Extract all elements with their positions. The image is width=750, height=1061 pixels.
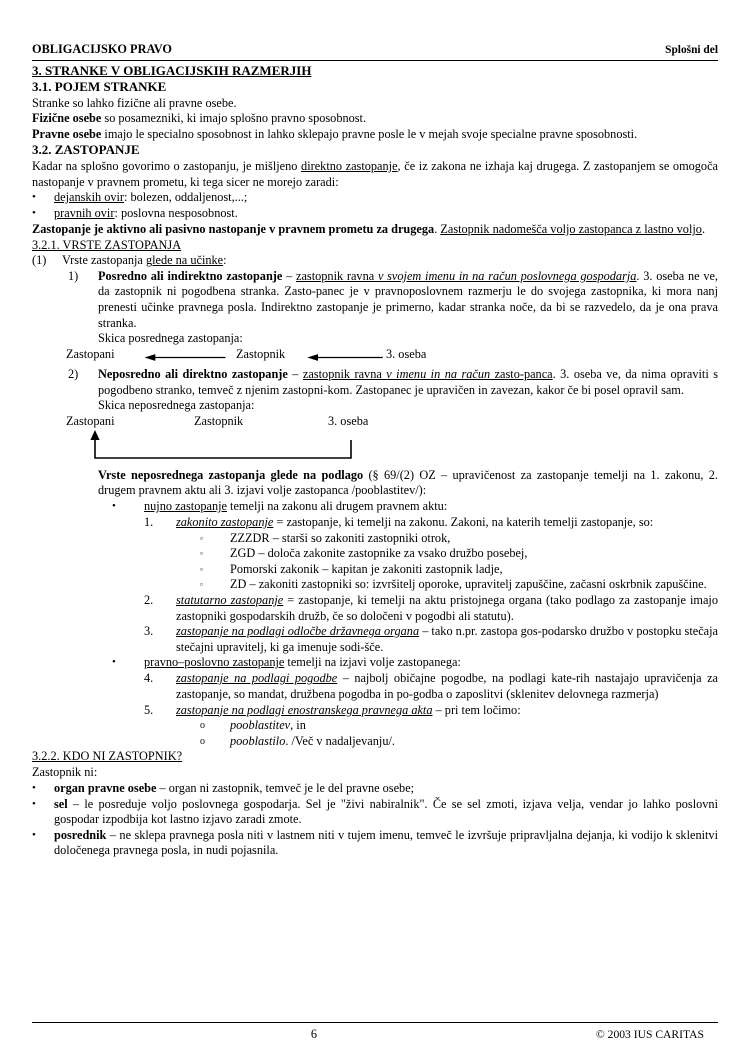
- list-item-text: [54, 781, 718, 797]
- neposredno-underline-lead: zastopnik ravna: [302, 366, 387, 381]
- term-pravno-poslovno-zastopanje: pravno–poslovno zastopanje: [144, 655, 285, 670]
- list-item: [112, 499, 718, 515]
- bullet-disc-icon: •: [32, 828, 36, 841]
- term-zastopanje-pogodbe-rest: – najbolj običajne pogodbe, na podlagi kate-rih nastajajo upravičenja za zastopanje, so mandat, družbena pogodba in po-godba o zaposlitvi (sklenitev delovnega razmerja): [176, 671, 718, 701]
- list-marker-paren-1: (1): [32, 253, 47, 268]
- term-organ-pravne-osebe: organ pravne osebe: [54, 780, 157, 795]
- list-item: [144, 703, 718, 719]
- bullet-square-icon: ▫: [200, 564, 203, 574]
- list-item: [144, 515, 718, 531]
- posredno-underline-italic: v svojem imenu in na račun poslovnega gospodarja: [377, 268, 637, 283]
- term-zakonito-zastopanje: zakonito zastopanje: [176, 514, 274, 529]
- term-sel: sel: [54, 796, 68, 811]
- diagram2-label-tretja-oseba: 3. oseba: [328, 413, 369, 428]
- diagram1-label-zastopani: Zastopani: [66, 346, 115, 361]
- copyright-notice: © 2003 IUS CARITAS: [595, 1028, 704, 1042]
- vrste-neposrednega-rest: (§ 69/(2) OZ – upravičenost za zastopanje temelji na 1. zakonu, 2. drugem pravnem aktu ali 3. izjavi volje zastopanca /pooblastitev/):: [98, 467, 718, 498]
- paragraph-stranke-intro: Stranke so lahko fizične ali pravne osebe.: [32, 95, 237, 110]
- paragraph-zastopanje-definition: [32, 222, 718, 238]
- list-item-text: [144, 499, 718, 515]
- diagram2-label-zastopani: Zastopani: [66, 413, 115, 428]
- zastopanje-intro-part-b: , če iz zakona ne izhaja kaj drugega. Z zastopanjem se omogoča nastopanje v pravnem prometu, ki tega sicer ne morejo zaradi:: [32, 158, 718, 189]
- term-pravnih-ovir-rest: : poslovna nesposobnost.: [114, 206, 238, 221]
- skica-posrednega-label: Skica posrednega zastopanja:: [98, 331, 243, 346]
- header-right-title: Splošni del: [665, 44, 718, 57]
- term-pooblastitev-rest: , in: [290, 718, 306, 733]
- list-item: [68, 269, 718, 331]
- page-number: 6: [310, 1027, 318, 1042]
- posredno-dash: –: [282, 268, 296, 283]
- neposredno-body: . 3. oseba ve, da nima opraviti s pogodbeno stranko, temveč z njenim zastopni-kom. Zastopanec je upravičen in zavezan, kakor če bi posel opravil sam.: [98, 366, 718, 397]
- term-statutarno-zastopanje-rest: = zastopanje, ki temelji na aktu pristojnega organa (tako podlago za zastopanje imajo zastopniki gospodarskih družb, če so določeni v pogodbi ali statutu).: [176, 592, 718, 623]
- skica-neposrednega-label: Skica neposrednega zastopanja:: [98, 398, 255, 413]
- term-fizicne-osebe-definition: so posamezniki, ki imajo splošno pravno sposobnost.: [101, 111, 367, 126]
- neposredno-underline-tail: zasto-panca: [490, 366, 553, 381]
- list-marker-dec-5: 5.: [144, 702, 154, 717]
- bullet-square-icon: ▫: [200, 549, 203, 559]
- term-sel-rest: – le posreduje voljo poslovnega gospodarja. Sel je "živi nabiralnik". Če se sel zmoti, izjava velja, vendar jo lahko poslovni gospodar izpodbija kot lastno izjavo zaradi zmote.: [54, 796, 718, 827]
- term-posrednik: posrednik: [54, 827, 107, 842]
- term-posredno-zastopanje: Posredno ali indirektno zastopanje: [98, 268, 283, 283]
- term-nujno-zastopanje-rest: temelji na zakonu ali drugem pravnem aktu:: [226, 498, 448, 513]
- term-pravno-poslovno-rest: temelji na izjavi volje zastopanega:: [284, 655, 461, 670]
- list-item: [32, 828, 718, 859]
- list-item: [112, 655, 718, 671]
- list-item-text: ZD – zakoniti zastopniki so: izvršitelj oporoke, upravitelj zapuščine, začasni oskrbnik zapuščine.: [230, 577, 707, 592]
- term-nujno-zastopanje: nujno zastopanje: [144, 498, 227, 513]
- list-item-text: [176, 515, 718, 531]
- list-marker-dec-1: 1.: [144, 514, 154, 529]
- paragraph-fizicne-osebe: [32, 111, 718, 127]
- term-glede-na-ucinke: glede na učinke: [145, 253, 224, 268]
- bullet-disc-icon: •: [32, 781, 36, 794]
- paragraph-pravne-osebe: [32, 127, 718, 143]
- bullet-disc-icon: •: [112, 499, 116, 512]
- list-item: [200, 562, 718, 578]
- list-item: [32, 190, 718, 206]
- arrow-left-icon: [140, 353, 230, 362]
- diagram-posredno-zastopanje: [66, 347, 718, 367]
- list-marker-num-2: 2): [68, 366, 79, 381]
- bullet-circle-icon: o: [200, 735, 205, 747]
- zastopanje-definition-sep: .: [434, 222, 441, 237]
- list-item: [68, 367, 718, 398]
- term-posrednik-rest: – ne sklepa pravnega posla niti v lastnem niti v tujem imenu, temveč le izvršuje pripravljalna dejanja, ki vodijo k sklenitvi določenega pravnega posla, in nudi pojasnila.: [54, 827, 718, 858]
- term-neposredno-zastopanje: Neposredno ali direktno zastopanje: [98, 366, 288, 381]
- term-dejanskih-ovir-rest: : bolezen, oddaljenost,...;: [124, 190, 248, 205]
- list-item: [32, 781, 718, 797]
- heading-section-3-2-1: 3.2.1. VRSTE ZASTOPANJA: [32, 237, 182, 252]
- list-item: [200, 531, 718, 547]
- list-item-text: [230, 718, 718, 734]
- running-header: [32, 42, 718, 61]
- list-item: [200, 546, 718, 562]
- term-pooblastitev: pooblastitev: [230, 718, 291, 733]
- zastopanje-definition-underline: Zastopnik nadomešča voljo zastopanca z lastno voljo: [440, 222, 702, 237]
- term-zakonito-zastopanje-rest: = zastopanje, ki temelji na zakonu. Zakoni, na katerih temelji zastopanje, so:: [273, 514, 654, 529]
- term-organ-pravne-osebe-rest: – organ ni zastopnik, temveč je le del pravne osebe;: [156, 780, 415, 795]
- diagram1-label-zastopnik: Zastopnik: [236, 346, 286, 361]
- page-footer: [32, 1022, 718, 1043]
- bullet-square-icon: ▫: [200, 580, 203, 590]
- list-item: [200, 734, 718, 750]
- list-item: [200, 577, 718, 593]
- diagram-neposredno-zastopanje: [66, 414, 718, 468]
- posredno-body: . 3. oseba ne ve, da zastopnik ni pogodbena stranka. Zasto-panec je v pravnoposlovnem razmerju le do svojega zastopnika, ki mora nanj prenesti učinke pravnega posla. Indirektno zastopanje je primerno, kadar stranka noče, da bi se razvedelo, da je ona prava stranka.: [98, 268, 718, 330]
- bullet-disc-icon: •: [32, 191, 36, 204]
- list-item: [32, 253, 718, 269]
- list-item: [32, 206, 718, 222]
- bullet-disc-icon: •: [112, 656, 116, 669]
- heading-section-3-2: 3.2. ZASTOPANJE: [32, 142, 140, 158]
- list-item-text: [230, 734, 718, 750]
- list-item-text: ZZZDR – starši so zakoniti zastopniki otrok,: [230, 530, 451, 545]
- term-zastopanje-odlocba-rest: – tako n.pr. zastopa gos-podarsko družbo v postopku stečaja stečajni upravitelj, ki ga imenuje sodi-šče.: [176, 624, 718, 654]
- list-item-text: [54, 190, 718, 206]
- vrste-ucinke-part-a: Vrste zastopanja: [62, 253, 146, 268]
- list-marker-dec-3: 3.: [144, 624, 154, 639]
- bracket-up-arrow-icon: [88, 430, 358, 464]
- term-zastopanje-enostranski-akt: zastopanje na podlagi enostranskega pravnega akta: [176, 702, 433, 717]
- list-item-text: Pomorski zakonik – kapitan je zakoniti zastopnik ladje,: [230, 561, 503, 576]
- list-item: [144, 624, 718, 655]
- term-pravne-osebe: Pravne osebe: [32, 126, 102, 141]
- list-item-text: [176, 671, 718, 702]
- header-left-title: OBLIGACIJSKO PRAVO: [32, 42, 172, 56]
- term-zastopanje-odlocba: zastopanje na podlagi odločbe državnega organa: [176, 624, 420, 639]
- list-item-text: [54, 828, 718, 859]
- footer-row: [32, 1023, 718, 1043]
- posredno-underline-lead: zastopnik ravna: [296, 268, 378, 283]
- neposredno-dash: –: [287, 366, 303, 381]
- zastopanje-intro-part-a: Kadar na splošno govorimo o zastopanju, je mišljeno: [32, 158, 302, 173]
- list-item: [144, 593, 718, 624]
- list-item-text: [98, 367, 718, 398]
- diagram1-label-tretja-oseba: 3. oseba: [386, 346, 427, 361]
- term-pooblastilo-rest: . /Več v nadaljevanju/.: [285, 733, 395, 748]
- bullet-square-icon: ▫: [200, 533, 203, 543]
- paragraph-zastopnik-ni-intro: Zastopnik ni:: [32, 764, 98, 779]
- term-pooblastilo: pooblastilo: [230, 733, 286, 748]
- list-item: [32, 797, 718, 828]
- list-item-text: [176, 703, 718, 719]
- list-item-text: [54, 206, 718, 222]
- list-item: [144, 671, 718, 702]
- bullet-disc-icon: •: [32, 207, 36, 220]
- vrste-neposrednega-bold: Vrste neposrednega zastopanja glede na podlago: [98, 467, 364, 482]
- list-item-text: [176, 624, 718, 655]
- term-statutarno-zastopanje: statutarno zastopanje: [176, 592, 284, 607]
- list-marker-dec-4: 4.: [144, 671, 154, 686]
- arrow-left-icon: [303, 353, 387, 362]
- bullet-disc-icon: •: [32, 797, 36, 810]
- list-item: [200, 718, 718, 734]
- list-item-text: [62, 253, 718, 269]
- diagram2-label-zastopnik: Zastopnik: [194, 413, 244, 428]
- term-fizicne-osebe: Fizične osebe: [32, 111, 102, 126]
- term-zastopanje-enostranski-akt-rest: – pri tem ločimo:: [432, 702, 521, 717]
- term-zastopanje-pogodbe: zastopanje na podlagi pogodbe: [176, 671, 338, 686]
- bullet-circle-icon: o: [200, 720, 205, 732]
- paragraph-zastopanje-intro: [32, 159, 718, 190]
- term-direktno-zastopanje: direktno zastopanje: [301, 158, 398, 173]
- heading-section-3-2-2: 3.2.2. KDO NI ZASTOPNIK?: [32, 749, 183, 764]
- neposredno-underline-italic: v imenu in na račun: [386, 366, 491, 381]
- list-marker-dec-2: 2.: [144, 592, 154, 607]
- term-pravne-osebe-definition: imajo le specialno sposobnost in lahko sklepajo pravne posle le v mejah svoje specialne pravne sposobnosti.: [101, 126, 638, 141]
- term-dejanskih-ovir: dejanskih ovir: [54, 190, 125, 205]
- vrste-ucinke-part-b: :: [223, 253, 227, 268]
- heading-chapter-3: 3. STRANKE V OBLIGACIJSKIH RAZMERJIH: [32, 62, 312, 78]
- term-pravnih-ovir: pravnih ovir: [54, 206, 115, 221]
- list-item-text: [98, 269, 718, 331]
- list-item-text: [144, 655, 718, 671]
- paragraph-vrste-neposrednega: [98, 468, 718, 499]
- list-marker-num-1: 1): [68, 268, 79, 283]
- zastopanje-definition-bold: Zastopanje je aktivno ali pasivno nastopanje v pravnem prometu za drugega: [32, 222, 435, 237]
- list-item-text: [176, 593, 718, 624]
- list-item-text: [54, 797, 718, 828]
- list-item-text: ZGD – določa zakonite zastopnike za vsako družbo posebej,: [230, 546, 528, 561]
- heading-section-3-1: 3.1. POJEM STRANKE: [32, 79, 167, 95]
- zastopanje-definition-end: .: [701, 222, 706, 237]
